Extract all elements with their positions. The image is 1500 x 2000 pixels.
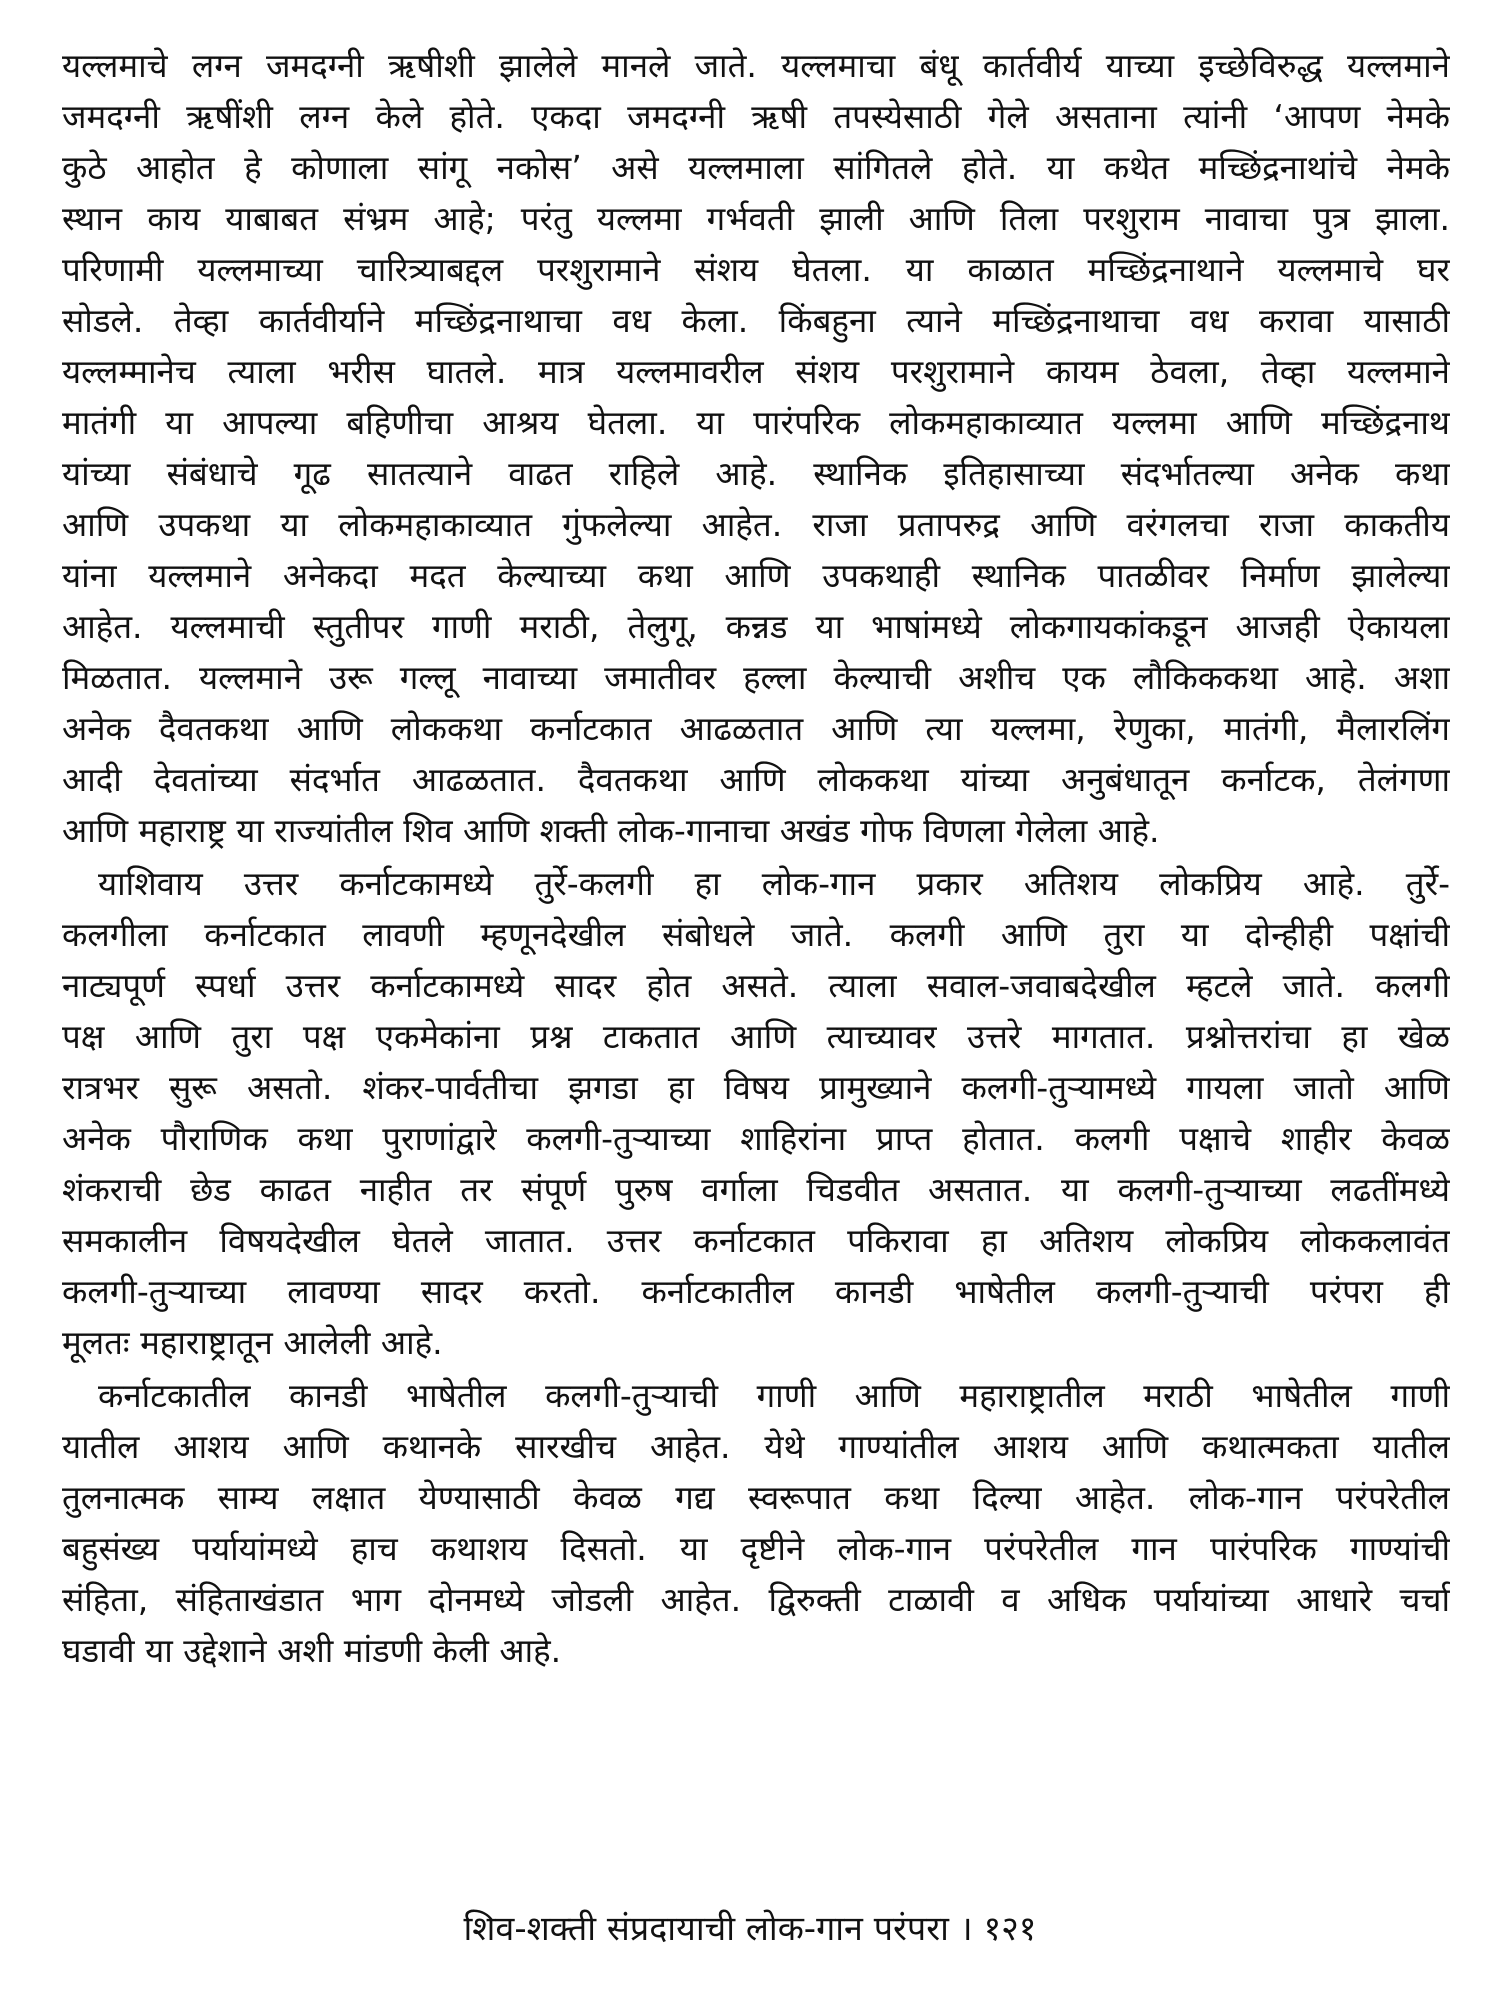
text-line: बहुसंख्य पर्यायांमध्ये हाच कथाशय दिसतो. या दृष्टीने लोक-गान परंपरेतील गान पारंपरिक गाण्यांची [62,1529,1450,1568]
text-line: स्थान काय याबाबत संभ्रम आहे; परंतु यल्लमा गर्भवती झाली आणि तिला परशुराम नावाचा पुत्र झाला. [62,199,1450,238]
text-line: घडावी या उद्देशाने अशी मांडणी केली आहे. [62,1631,562,1670]
text-line: रात्रभर सुरू असतो. शंकर-पार्वतीचा झगडा हा विषय प्रामुख्याने कलगी-तुऱ्यामध्ये गायला जातो आणि [62,1068,1450,1107]
text-line: जमदग्नी ऋषींशी लग्न केले होते. एकदा जमदग्नी ऋषी तपस्येसाठी गेले असताना त्यांनी ‘आपण नेमके [62,97,1450,136]
paragraph-3 [62,1370,1450,1676]
text-line: शंकराची छेड काढत नाहीत तर संपूर्ण पुरुष वर्गाला चिडवीत असतात. या कलगी-तुऱ्याच्या लढतींमध्ये [62,1170,1450,1209]
text-line: सोडले. तेव्हा कार्तवीर्याने मच्छिंद्रनाथाचा वध केला. किंबहुना त्याने मच्छिंद्रनाथाचा वध करावा यासाठी [62,301,1450,340]
text-line: कर्नाटकातील कानडी भाषेतील कलगी-तुऱ्याची गाणी आणि महाराष्ट्रातील मराठी भाषेतील गाणी [98,1376,1450,1415]
text-line: समकालीन विषयदेखील घेतले जातात. उत्तर कर्नाटकात पकिरावा हा अतिशय लोकप्रिय लोककलावंत [62,1221,1450,1260]
text-line: अनेक दैवतकथा आणि लोककथा कर्नाटकात आढळतात आणि त्या यल्लमा, रेणुका, मातंगी, मैलारलिंग [62,709,1450,748]
text-line: अनेक पौराणिक कथा पुराणांद्वारे कलगी-तुऱ्याच्या शाहिरांना प्राप्त होतात. कलगी पक्षाचे शाहीर केवळ [62,1119,1450,1158]
body-text [62,40,1450,1678]
text-line: आहेत. यल्लमाची स्तुतीपर गाणी मराठी, तेलुगू, कन्नड या भाषांमध्ये लोकगायकांकडून आजही ऐकायला [62,607,1450,646]
text-line: यल्लम्मानेच त्याला भरीस घातले. मात्र यल्लमावरील संशय परशुरामाने कायम ठेवला, तेव्हा यल्लमाने [62,352,1450,391]
text-line: यांना यल्लमाने अनेकदा मदत केल्याच्या कथा आणि उपकथाही स्थानिक पातळीवर निर्माण झालेल्या [62,556,1450,595]
text-line: कुठे आहोत हे कोणाला सांगू नकोस’ असे यल्लमाला सांगितले होते. या कथेत मच्छिंद्रनाथांचे नेमके [62,148,1450,187]
text-line: संहिता, संहिताखंडात भाग दोनमध्ये जोडली आहेत. द्विरुक्ती टाळावी व अधिक पर्यायांच्या आधारे चर्चा [62,1580,1450,1619]
text-line: कलगी-तुऱ्याच्या लावण्या सादर करतो. कर्नाटकातील कानडी भाषेतील कलगी-तुऱ्याची परंपरा ही [62,1272,1450,1311]
text-line: मातंगी या आपल्या बहिणीचा आश्रय घेतला. या पारंपरिक लोकमहाकाव्यात यल्लमा आणि मच्छिंद्रनाथ [62,403,1450,442]
page-footer: शिव-शक्ती संप्रदायाची लोक-गान परंपरा । १२१ [463,1909,1037,1949]
text-line: मूलतः महाराष्ट्रातून आलेली आहे. [62,1323,443,1362]
text-line: तुलनात्मक साम्य लक्षात येण्यासाठी केवळ गद्य स्वरूपात कथा दिल्या आहेत. लोक-गान परंपरेतील [62,1478,1450,1517]
text-line: आणि उपकथा या लोकमहाकाव्यात गुंफलेल्या आहेत. राजा प्रतापरुद्र आणि वरंगलचा राजा काकतीय [62,505,1450,544]
text-line: कलगीला कर्नाटकात लावणी म्हणूनदेखील संबोधले जाते. कलगी आणि तुरा या दोन्हीही पक्षांची [62,915,1450,954]
text-line: परिणामी यल्लमाच्या चारित्र्याबद्दल परशुरामाने संशय घेतला. या काळात मच्छिंद्रनाथाने यल्लमाचे घर [62,250,1450,289]
text-line: यल्लमाचे लग्न जमदग्नी ऋषीशी झालेले मानले जाते. यल्लमाचा बंधू कार्तवीर्य याच्या इच्छेविरुद्ध यल्लमाने [62,46,1450,85]
text-line: यातील आशय आणि कथानके सारखीच आहेत. येथे गाण्यांतील आशय आणि कथात्मकता यातील [62,1427,1450,1466]
text-line: यांच्या संबंधाचे गूढ सातत्याने वाढत राहिले आहे. स्थानिक इतिहासाच्या संदर्भातल्या अनेक कथा [62,454,1450,493]
text-line: पक्ष आणि तुरा पक्ष एकमेकांना प्रश्न टाकतात आणि त्याच्यावर उत्तरे मागतात. प्रश्नोत्तरांचा हा खेळ [62,1017,1450,1056]
text-line: मिळतात. यल्लमाने उरू गल्लू नावाच्या जमातीवर हल्ला केल्याची अशीच एक लौकिककथा आहे. अशा [62,658,1450,697]
text-line: याशिवाय उत्तर कर्नाटकामध्ये तुर्रे-कलगी हा लोक-गान प्रकार अतिशय लोकप्रिय आहे. तुर्रे- [98,864,1450,903]
text-line: आणि महाराष्ट्र या राज्यांतील शिव आणि शक्ती लोक-गानाचा अखंड गोफ विणला गेलेला आहे. [62,811,1160,850]
paragraph-2 [62,858,1450,1368]
text-line: आदी देवतांच्या संदर्भात आढळतात. दैवतकथा आणि लोककथा यांच्या अनुबंधातून कर्नाटक, तेलंगणा [62,760,1450,799]
paragraph-1 [62,40,1450,856]
text-line: नाट्यपूर्ण स्पर्धा उत्तर कर्नाटकामध्ये सादर होत असते. त्याला सवाल-जवाबदेखील म्हटले जाते. कलगी [62,966,1450,1005]
